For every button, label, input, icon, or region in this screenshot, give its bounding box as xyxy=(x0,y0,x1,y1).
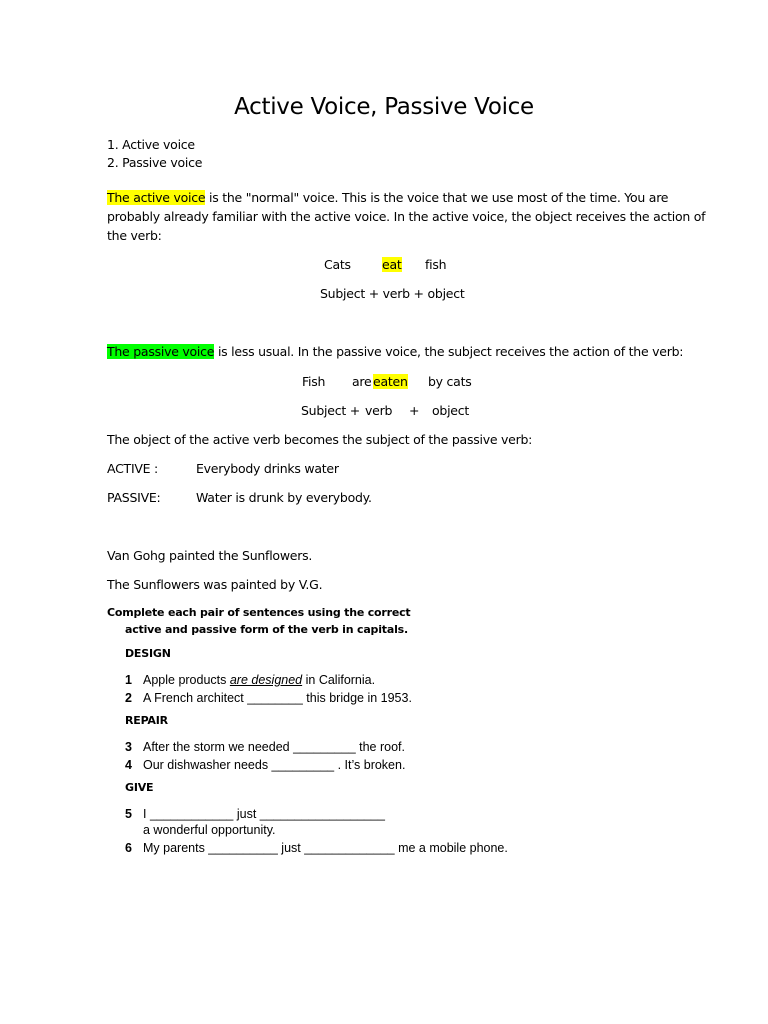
verb-heading-repair: REPAIR xyxy=(125,714,168,727)
exercise-item-6: My parents __________ just _____________ me a mobile phone. xyxy=(143,841,508,855)
passive-pattern-plus: + xyxy=(409,403,420,418)
passive-pattern-object: object xyxy=(432,403,470,418)
item-number: 5 xyxy=(125,807,132,821)
van-gogh-passive: The Sunflowers was painted by V.G. xyxy=(107,577,323,592)
transform-text: The object of the active verb becomes the subject of the passive verb: xyxy=(107,432,533,447)
exercise-item-2: A French architect ________ this bridge in 1953. xyxy=(143,691,412,705)
passive-label: PASSIVE: xyxy=(107,490,161,505)
toc-item-2: 2. Passive voice xyxy=(107,155,203,170)
active-para-line-1 xyxy=(107,190,668,205)
passive-voice-highlight: The passive voice xyxy=(107,344,215,359)
active-example-object: fish xyxy=(425,257,447,272)
active-voice-highlight: The active voice xyxy=(107,190,206,205)
active-label: ACTIVE : xyxy=(107,461,159,476)
item-1-answer: are designed xyxy=(229,673,303,687)
item-number: 3 xyxy=(125,740,132,754)
passive-example-verb: eaten xyxy=(373,374,408,389)
active-sentence: Everybody drinks water xyxy=(196,461,339,476)
exercise-item-3: After the storm we needed _________ the roof. xyxy=(143,740,405,754)
active-pattern: Subject + verb + object xyxy=(320,286,465,301)
passive-pattern-verb: verb xyxy=(365,403,393,418)
item-number: 1 xyxy=(125,673,132,687)
exercise-item-1 xyxy=(143,673,375,687)
van-gogh-active: Van Gohg painted the Sunflowers. xyxy=(107,548,313,563)
item-1-text: Apple products xyxy=(143,673,230,687)
toc-item-1: 1. Active voice xyxy=(107,137,195,152)
verb-heading-design: DESIGN xyxy=(125,647,171,660)
active-para-line-3: the verb: xyxy=(107,228,162,243)
item-number: 2 xyxy=(125,691,132,705)
active-para-line-2: probably already familiar with the active voice. In the active voice, the object receives the action of xyxy=(107,209,706,224)
exercise-instruction-line-1: Complete each pair of sentences using the correct xyxy=(107,606,411,619)
page-title: Active Voice, Passive Voice xyxy=(234,94,534,120)
item-number: 6 xyxy=(125,841,132,855)
exercise-instruction-line-2: active and passive form of the verb in capitals. xyxy=(125,623,408,636)
verb-heading-give: GIVE xyxy=(125,781,154,794)
passive-para-text: is less usual. In the passive voice, the subject receives the action of the verb: xyxy=(214,344,684,359)
passive-example-subject: Fish xyxy=(302,374,326,389)
active-para-text: is the "normal" voice. This is the voice that we use most of the time. You are xyxy=(205,190,669,205)
passive-pattern-subject: Subject + xyxy=(301,403,360,418)
passive-example-agent: by cats xyxy=(428,374,472,389)
item-number: 4 xyxy=(125,758,132,772)
active-example-subject: Cats xyxy=(324,257,351,272)
passive-example-aux: are xyxy=(352,374,372,389)
exercise-item-4: Our dishwasher needs _________ . It’s broken. xyxy=(143,758,406,772)
active-example-verb: eat xyxy=(382,257,402,272)
item-1-text-end: in California. xyxy=(302,673,376,687)
passive-sentence: Water is drunk by everybody. xyxy=(196,490,372,505)
exercise-item-5-cont: a wonderful opportunity. xyxy=(143,823,276,837)
exercise-item-5: I ____________ just __________________ xyxy=(143,807,385,821)
passive-para xyxy=(107,344,683,359)
